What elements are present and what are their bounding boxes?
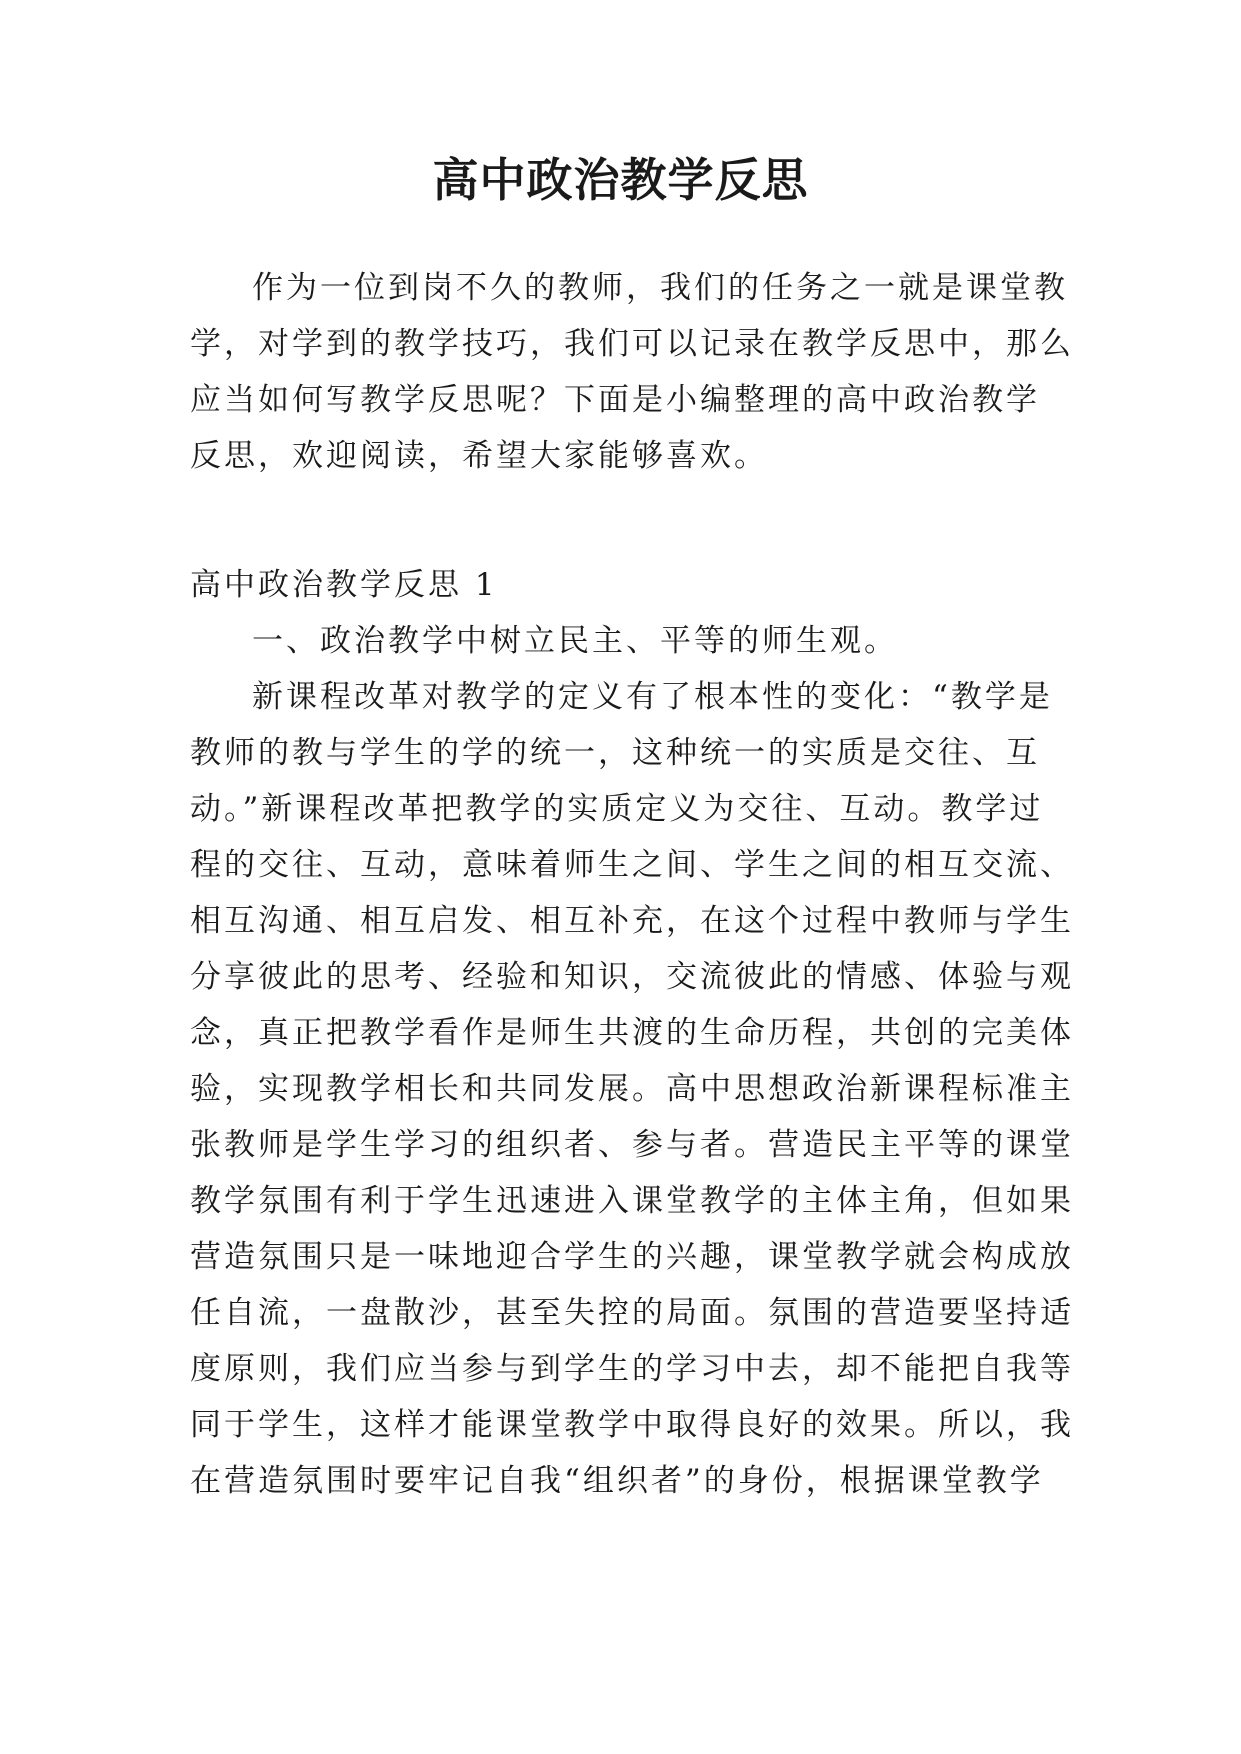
body-line: 营造氛围只是一味地迎合学生的兴趣，课堂教学就会构成放 bbox=[190, 1239, 1074, 1275]
body-line: 度原则，我们应当参与到学生的学习中去，却不能把自我等 bbox=[190, 1351, 1074, 1387]
body-line: 教师的教与学生的学的统一，这种统一的实质是交往、互 bbox=[190, 735, 1040, 771]
body-line: 动。”新课程改革把教学的实质定义为交往、互动。教学过 bbox=[190, 791, 1044, 827]
point-heading: 一、政治教学中树立民主、平等的师生观。 bbox=[252, 623, 898, 659]
intro-line: 反思，欢迎阅读，希望大家能够喜欢。 bbox=[190, 438, 768, 474]
body-line: 在营造氛围时要牢记自我“组织者”的身份，根据课堂教学 bbox=[190, 1463, 1044, 1499]
intro-line: 应当如何写教学反思呢？下面是小编整理的高中政治教学 bbox=[190, 382, 1040, 418]
section-heading: 高中政治教学反思 1 bbox=[190, 567, 498, 603]
body-line: 同于学生，这样才能课堂教学中取得良好的效果。所以，我 bbox=[190, 1407, 1074, 1443]
intro-line: 作为一位到岗不久的教师，我们的任务之一就是课堂教 bbox=[252, 270, 1068, 306]
body-line: 教学氛围有利于学生迅速进入课堂教学的主体主角，但如果 bbox=[190, 1183, 1074, 1219]
body-line: 张教师是学生学习的组织者、参与者。营造民主平等的课堂 bbox=[190, 1127, 1074, 1163]
body-line: 程的交往、互动，意味着师生之间、学生之间的相互交流、 bbox=[190, 847, 1074, 883]
body-line: 念，真正把教学看作是师生共渡的生命历程，共创的完美体 bbox=[190, 1015, 1074, 1051]
body-line: 新课程改革对教学的定义有了根本性的变化：“教学是 bbox=[252, 679, 1053, 715]
body-line: 验，实现教学相长和共同发展。高中思想政治新课程标准主 bbox=[190, 1071, 1074, 1107]
body-line: 相互沟通、相互启发、相互补充，在这个过程中教师与学生 bbox=[190, 903, 1074, 939]
document-title: 高中政治教学反思 bbox=[432, 153, 809, 207]
body-line: 分享彼此的思考、经验和知识，交流彼此的情感、体验与观 bbox=[190, 959, 1074, 995]
intro-line: 学，对学到的教学技巧，我们可以记录在教学反思中，那么 bbox=[190, 326, 1074, 362]
body-line: 任自流，一盘散沙，甚至失控的局面。氛围的营造要坚持适 bbox=[190, 1295, 1074, 1331]
